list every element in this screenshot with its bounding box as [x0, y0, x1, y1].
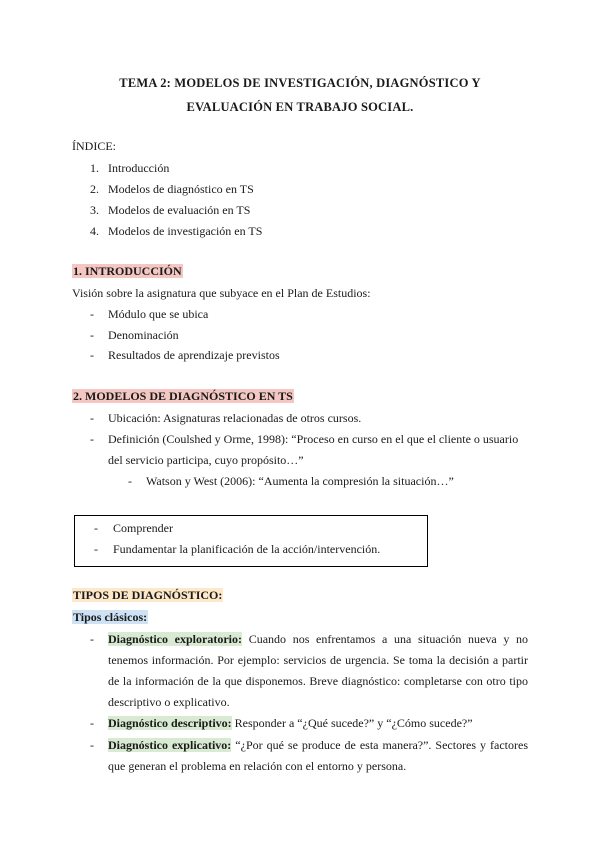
diag-exploratorio-line-4: descriptivo o explicativo.: [108, 695, 230, 709]
diag-item-2-line-1: Definición (Coulshed y Orme, 1998): “Proceso en curso en el que el cliente o usuario: [108, 432, 519, 446]
index-num-1: 1.: [90, 161, 99, 175]
diag-exploratorio-line-3: de la información de la que disponemos. Breve diagnóstico: completarse con otro tipo: [108, 674, 528, 688]
bullet-dash: -: [90, 632, 94, 646]
box-item-1: Comprender: [113, 521, 173, 535]
bullet-dash: -: [128, 474, 132, 488]
bullet-dash: -: [90, 716, 94, 730]
bullet-dash: -: [90, 432, 94, 446]
index-item-2: Modelos de diagnóstico en TS: [108, 182, 254, 196]
bullet-dash: -: [90, 307, 94, 321]
diag-subitem: Watson y West (2006): “Aumenta la compresión la situación…”: [146, 474, 454, 488]
intro-item-2: Denominación: [108, 328, 179, 342]
diag-exploratorio-line-1: Diagnóstico exploratorio: Cuando nos enfrentamos a una situación nueva y no: [108, 632, 529, 646]
intro-text: Visión sobre la asignatura que subyace en el Plan de Estudios:: [72, 286, 371, 300]
tipos-subheading: Tipos clásicos:: [73, 610, 148, 624]
index-heading: ÍNDICE:: [72, 139, 116, 153]
index-item-3: Modelos de evaluación en TS: [108, 203, 251, 217]
diag-descriptivo: Diagnóstico descriptivo: Responder a “¿Qué sucede?” y “¿Cómo sucede?”: [108, 716, 473, 730]
index-num-4: 4.: [90, 224, 99, 238]
diag-item-1: Ubicación: Asignaturas relacionadas de otros cursos.: [108, 411, 362, 425]
diag-item-2-line-2: del servicio participa, cuyo propósito…”: [108, 453, 304, 467]
box-item-2: Fundamentar la planificación de la acción/intervención.: [113, 542, 381, 556]
bullet-dash: -: [90, 348, 94, 362]
section-1-heading: 1. INTRODUCCIÓN: [73, 264, 182, 278]
bullet-dash: -: [94, 542, 98, 556]
intro-item-1: Módulo que se ubica: [108, 307, 209, 321]
diag-explicativo-line-2: que generan el problema en relación con el entorno y persona.: [108, 759, 407, 773]
index-item-4: Modelos de investigación en TS: [108, 224, 263, 238]
title-line-1: TEMA 2: MODELOS DE INVESTIGACIÓN, DIAGNÓSTICO Y: [119, 76, 481, 90]
bullet-dash: -: [90, 738, 94, 752]
index-num-2: 2.: [90, 182, 99, 196]
bullet-dash: -: [90, 328, 94, 342]
index-num-3: 3.: [90, 203, 99, 217]
title-line-2: EVALUACIÓN EN TRABAJO SOCIAL.: [186, 100, 414, 114]
index-item-1: Introducción: [108, 161, 170, 175]
section-2-heading: 2. MODELOS DE DIAGNÓSTICO EN TS: [73, 389, 293, 403]
diag-explicativo-line-1: Diagnóstico explicativo: “¿Por qué se produce de esta manera?”. Sectores y factores: [108, 738, 528, 752]
bullet-dash: -: [94, 521, 98, 535]
intro-item-3: Resultados de aprendizaje previstos: [108, 348, 280, 362]
bullet-dash: -: [90, 411, 94, 425]
tipos-heading: TIPOS DE DIAGNÓSTICO:: [73, 588, 223, 602]
diag-exploratorio-line-2: tenemos información. Por ejemplo: servicios de urgencia. Se toma la decisión a partir: [108, 653, 528, 667]
